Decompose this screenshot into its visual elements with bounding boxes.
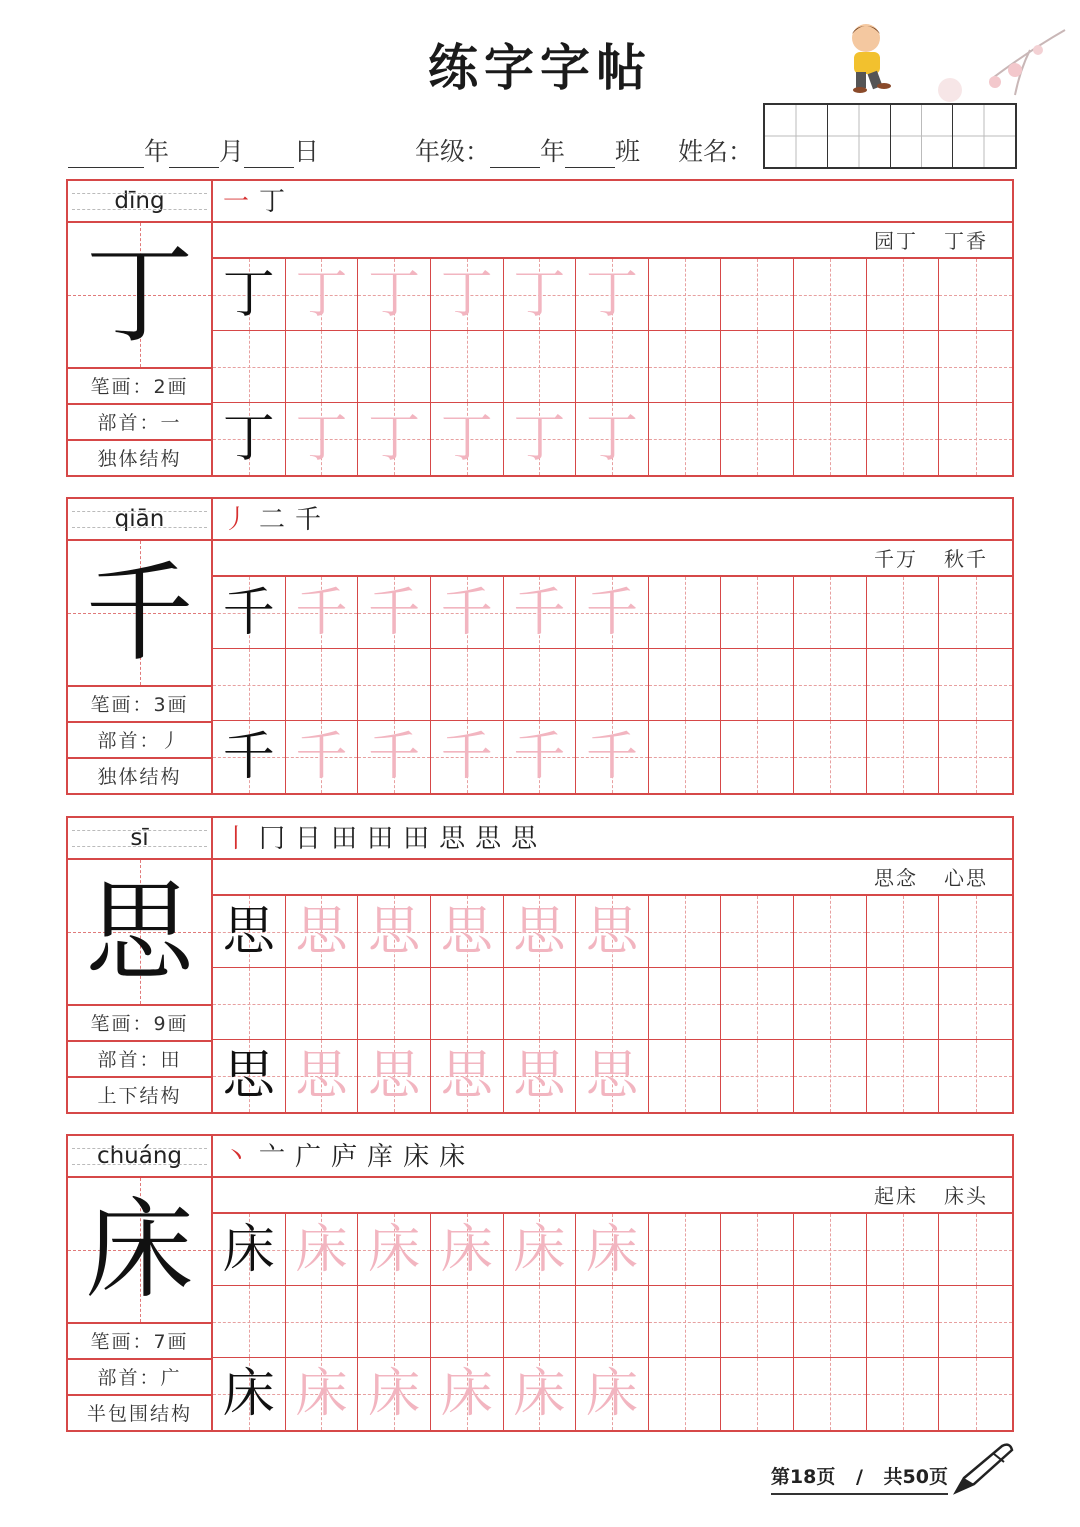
practice-cell[interactable] (794, 577, 867, 649)
example-words (213, 223, 1012, 259)
practice-cell[interactable] (504, 1358, 577, 1430)
practice-cell[interactable] (504, 577, 577, 649)
stroke-step: 床 (439, 1142, 476, 1172)
stroke-step: 田 (331, 824, 368, 854)
practice-cell[interactable] (721, 649, 794, 721)
radical: 部首：田 (68, 1042, 211, 1078)
trace-glyph: 千 (295, 583, 348, 643)
practice-cell[interactable] (431, 259, 504, 331)
trace-glyph: 丁 (440, 265, 493, 325)
practice-cell[interactable] (721, 1358, 794, 1430)
date-fields (68, 132, 319, 168)
practice-cell[interactable] (576, 331, 649, 403)
stroke-step: 庠 (367, 1142, 404, 1172)
practice-cell[interactable] (939, 259, 1012, 331)
practice-cell[interactable] (213, 968, 286, 1040)
stroke-step: 庐 (331, 1142, 368, 1172)
practice-cell[interactable] (213, 1214, 286, 1286)
practice-cell[interactable] (504, 1214, 577, 1286)
practice-cell[interactable] (794, 403, 867, 475)
practice-cell[interactable] (358, 403, 431, 475)
stroke-order (213, 499, 1012, 541)
practice-grid (213, 896, 1012, 1112)
practice-cell[interactable] (358, 896, 431, 968)
practice-cell[interactable] (286, 1040, 359, 1112)
grade-class-blank[interactable] (565, 143, 615, 168)
stroke-step: 思 (439, 824, 476, 854)
practice-cell[interactable] (939, 577, 1012, 649)
practice-cell[interactable] (431, 577, 504, 649)
trace-glyph: 千 (368, 727, 421, 787)
trace-glyph: 思 (440, 1046, 493, 1106)
practice-cell[interactable] (213, 649, 286, 721)
stroke-order (213, 818, 1012, 860)
practice-cell[interactable] (286, 1358, 359, 1430)
practice-cell[interactable] (794, 1286, 867, 1358)
trace-glyph: 千 (513, 727, 566, 787)
practice-cell[interactable] (721, 968, 794, 1040)
page-indicator (771, 1462, 948, 1495)
grade-fields (415, 132, 640, 168)
day-label: 日 (294, 137, 320, 166)
practice-cell[interactable] (867, 649, 940, 721)
practice-cell[interactable] (431, 1358, 504, 1430)
practice-cell[interactable] (576, 968, 649, 1040)
page-total: 共50页 (883, 1466, 948, 1488)
example-word: 床头 (944, 1184, 988, 1208)
practice-cell[interactable] (358, 1040, 431, 1112)
practice-cell[interactable] (213, 721, 286, 793)
example-word: 思念 (874, 866, 918, 890)
trace-glyph: 丁 (585, 265, 638, 325)
trace-glyph: 丁 (513, 409, 566, 469)
radical: 部首：广 (68, 1360, 211, 1396)
practice-cell[interactable] (721, 1040, 794, 1112)
practice-cell[interactable] (721, 403, 794, 475)
practice-cell[interactable] (721, 331, 794, 403)
practice-cell[interactable] (431, 721, 504, 793)
practice-cell[interactable] (431, 1040, 504, 1112)
practice-cell[interactable] (286, 649, 359, 721)
page-title: 练字字帖 (428, 39, 652, 97)
practice-grid (213, 1214, 1012, 1430)
stroke-step: 田 (367, 824, 404, 854)
practice-cell[interactable] (649, 577, 722, 649)
practice-cell[interactable] (721, 896, 794, 968)
practice-cell[interactable] (286, 403, 359, 475)
trace-glyph: 床 (440, 1364, 493, 1424)
stroke-step: 丿 (223, 505, 260, 535)
model-glyph: 丁 (222, 265, 275, 325)
trace-glyph: 床 (440, 1220, 493, 1280)
practice-cell[interactable] (213, 1286, 286, 1358)
practice-cell[interactable] (794, 896, 867, 968)
page-separator: / (855, 1466, 863, 1488)
practice-cell[interactable] (213, 577, 286, 649)
practice-cell[interactable] (213, 259, 286, 331)
structure: 上下结构 (97, 1085, 182, 1107)
practice-cell[interactable] (721, 1214, 794, 1286)
trace-glyph: 思 (440, 902, 493, 962)
practice-cell[interactable] (576, 1358, 649, 1430)
practice-cell[interactable] (504, 896, 577, 968)
practice-cell[interactable] (213, 331, 286, 403)
stroke-count: 笔画：7画 (68, 1324, 211, 1360)
practice-cell[interactable] (649, 331, 722, 403)
example-word: 心思 (944, 866, 988, 890)
model-character-cell (68, 1178, 211, 1324)
model-glyph: 千 (222, 727, 275, 787)
practice-cell[interactable] (576, 896, 649, 968)
practice-cell[interactable] (867, 1214, 940, 1286)
trace-glyph: 思 (585, 902, 638, 962)
practice-cell[interactable] (431, 331, 504, 403)
character-block (66, 497, 1014, 795)
model-character: 千 (85, 551, 194, 676)
trace-glyph: 床 (585, 1220, 638, 1280)
practice-cell[interactable] (576, 403, 649, 475)
pinyin: chuáng (68, 1136, 211, 1178)
trace-glyph: 丁 (440, 409, 493, 469)
year-blank[interactable] (68, 143, 144, 168)
practice-cell[interactable] (358, 968, 431, 1040)
practice-cell[interactable] (358, 577, 431, 649)
practice-cell[interactable] (213, 403, 286, 475)
month-label: 月 (219, 137, 245, 166)
practice-cell[interactable] (504, 968, 577, 1040)
practice-cell[interactable] (649, 1040, 722, 1112)
model-character-cell (68, 860, 211, 1006)
trace-glyph: 千 (368, 583, 421, 643)
character-info (68, 499, 213, 793)
pinyin: dīng (68, 181, 211, 223)
structure: 独体结构 (97, 766, 182, 788)
trace-glyph: 思 (295, 902, 348, 962)
practice-cell[interactable] (867, 1286, 940, 1358)
practice-cell[interactable] (576, 577, 649, 649)
structure: 半包围结构 (86, 1403, 192, 1425)
name-cell[interactable] (765, 105, 828, 167)
practice-cell[interactable] (504, 331, 577, 403)
stroke-step: 日 (295, 824, 332, 854)
practice-cell[interactable] (939, 721, 1012, 793)
practice-cell[interactable] (649, 649, 722, 721)
example-words (213, 860, 1012, 896)
model-glyph: 思 (222, 902, 275, 962)
practice-cell[interactable] (576, 1214, 649, 1286)
stroke-step: 思 (511, 824, 548, 854)
name-cell[interactable] (953, 105, 1015, 167)
practice-grid (213, 259, 1012, 475)
character-block (66, 179, 1014, 477)
practice-cell[interactable] (286, 577, 359, 649)
practice-cell[interactable] (939, 1358, 1012, 1430)
character-info (68, 1136, 213, 1430)
practice-cell[interactable] (649, 1286, 722, 1358)
pinyin: qiān (68, 499, 211, 541)
example-word: 秋千 (944, 547, 988, 571)
practice-cell[interactable] (286, 1214, 359, 1286)
example-word: 丁香 (944, 229, 988, 253)
practice-cell[interactable] (649, 403, 722, 475)
practice-cell[interactable] (794, 1040, 867, 1112)
trace-glyph: 丁 (585, 409, 638, 469)
trace-glyph: 千 (440, 583, 493, 643)
character-info (68, 181, 213, 475)
trace-glyph: 床 (368, 1364, 421, 1424)
character-block (66, 816, 1014, 1114)
grade-class-label: 班 (615, 137, 641, 166)
radical: 部首：丿 (68, 723, 211, 759)
grade-year-label: 年 (540, 137, 566, 166)
day-blank[interactable] (244, 143, 294, 168)
example-words (213, 541, 1012, 577)
practice-cell[interactable] (286, 721, 359, 793)
trace-glyph: 丁 (513, 265, 566, 325)
practice-cell[interactable] (939, 896, 1012, 968)
practice-cell[interactable] (504, 721, 577, 793)
trace-glyph: 床 (513, 1220, 566, 1280)
practice-cell[interactable] (576, 1040, 649, 1112)
practice-cell[interactable] (794, 259, 867, 331)
model-glyph: 丁 (222, 409, 275, 469)
character-block (66, 1134, 1014, 1432)
practice-cell[interactable] (504, 649, 577, 721)
trace-glyph: 床 (295, 1364, 348, 1424)
stroke-count: 笔画：2画 (68, 369, 211, 405)
practice-cell[interactable] (867, 259, 940, 331)
practice-cell[interactable] (939, 1286, 1012, 1358)
example-word: 起床 (874, 1184, 918, 1208)
example-word: 千万 (874, 547, 918, 571)
trace-glyph: 千 (585, 583, 638, 643)
model-glyph: 千 (222, 583, 275, 643)
stroke-step: 床 (403, 1142, 440, 1172)
year-label: 年 (144, 137, 170, 166)
practice-cell[interactable] (649, 896, 722, 968)
practice-cell[interactable] (867, 1358, 940, 1430)
practice-cell[interactable] (721, 1286, 794, 1358)
trace-glyph: 千 (513, 583, 566, 643)
practice-cell[interactable] (867, 968, 940, 1040)
practice-cell[interactable] (358, 331, 431, 403)
practice-cell[interactable] (649, 968, 722, 1040)
trace-glyph: 思 (585, 1046, 638, 1106)
practice-cell[interactable] (431, 1214, 504, 1286)
trace-glyph: 丁 (295, 409, 348, 469)
practice-cell[interactable] (939, 1214, 1012, 1286)
practice-cell[interactable] (576, 259, 649, 331)
practice-cell[interactable] (939, 968, 1012, 1040)
practice-cell[interactable] (213, 1040, 286, 1112)
pen-icon (950, 1442, 1016, 1498)
trace-glyph: 丁 (368, 409, 421, 469)
name-label: 姓名： (678, 137, 754, 166)
trace-glyph: 床 (585, 1364, 638, 1424)
radical: 部首：一 (68, 405, 211, 441)
stroke-order (213, 1136, 1012, 1178)
stroke-step: 田 (403, 824, 440, 854)
structure: 独体结构 (97, 448, 182, 470)
model-character-cell (68, 541, 211, 687)
practice-cell[interactable] (867, 896, 940, 968)
model-glyph: 床 (222, 1364, 275, 1424)
practice-cell[interactable] (867, 403, 940, 475)
practice-cell[interactable] (358, 649, 431, 721)
practice-grid (213, 577, 1012, 793)
practice-cell[interactable] (286, 896, 359, 968)
practice-cell[interactable] (794, 331, 867, 403)
character-info (68, 818, 213, 1112)
trace-glyph: 思 (295, 1046, 348, 1106)
stroke-step: 丶 (223, 1142, 260, 1172)
example-word: 园丁 (874, 229, 918, 253)
trace-glyph: 思 (513, 1046, 566, 1106)
trace-glyph: 床 (295, 1220, 348, 1280)
model-character: 床 (85, 1188, 194, 1313)
stroke-step: 丨 (223, 824, 260, 854)
practice-cell[interactable] (576, 1286, 649, 1358)
trace-glyph: 丁 (368, 265, 421, 325)
practice-cell[interactable] (649, 1358, 722, 1430)
trace-glyph: 思 (513, 902, 566, 962)
practice-cell[interactable] (867, 577, 940, 649)
practice-cell[interactable] (431, 968, 504, 1040)
practice-cell[interactable] (504, 259, 577, 331)
trace-glyph: 千 (585, 727, 638, 787)
practice-cell[interactable] (939, 331, 1012, 403)
model-character: 丁 (85, 233, 194, 358)
stroke-order (213, 181, 1012, 223)
practice-cell[interactable] (286, 968, 359, 1040)
trace-glyph: 床 (368, 1220, 421, 1280)
stroke-step: 千 (295, 505, 332, 535)
page-number: 第18页 (770, 1466, 836, 1488)
trace-glyph: 丁 (295, 265, 348, 325)
practice-cell[interactable] (504, 403, 577, 475)
model-character-cell (68, 223, 211, 369)
trace-glyph: 千 (295, 727, 348, 787)
grade-year-blank[interactable] (490, 143, 540, 168)
practice-cell[interactable] (504, 1286, 577, 1358)
stroke-step: 一 (223, 187, 260, 217)
model-character: 思 (85, 870, 194, 995)
month-blank[interactable] (169, 143, 219, 168)
practice-cell[interactable] (358, 721, 431, 793)
practice-cell[interactable] (358, 259, 431, 331)
name-cell[interactable] (891, 105, 954, 167)
practice-cell[interactable] (431, 403, 504, 475)
practice-cell[interactable] (939, 1040, 1012, 1112)
practice-cell[interactable] (794, 1358, 867, 1430)
practice-cell[interactable] (867, 721, 940, 793)
trace-glyph: 思 (368, 1046, 421, 1106)
practice-cell[interactable] (794, 968, 867, 1040)
stroke-step: 二 (259, 505, 296, 535)
name-cell[interactable] (828, 105, 891, 167)
trace-glyph: 千 (440, 727, 493, 787)
practice-cell[interactable] (867, 331, 940, 403)
stroke-count: 笔画：9画 (68, 1006, 211, 1042)
practice-cell[interactable] (286, 259, 359, 331)
practice-cell[interactable] (794, 721, 867, 793)
stroke-step: 冂 (259, 824, 296, 854)
example-words (213, 1178, 1012, 1214)
stroke-step: 丁 (259, 187, 296, 217)
grade-label: 年级： (415, 137, 491, 166)
name-box[interactable] (763, 103, 1017, 169)
practice-cell[interactable] (649, 259, 722, 331)
practice-cell[interactable] (358, 1358, 431, 1430)
practice-cell[interactable] (576, 721, 649, 793)
practice-cell[interactable] (213, 896, 286, 968)
practice-cell[interactable] (286, 331, 359, 403)
practice-cell[interactable] (794, 1214, 867, 1286)
stroke-count: 笔画：3画 (68, 687, 211, 723)
practice-cell[interactable] (431, 649, 504, 721)
practice-cell[interactable] (721, 259, 794, 331)
practice-cell[interactable] (286, 1286, 359, 1358)
practice-cell[interactable] (649, 721, 722, 793)
trace-glyph: 思 (368, 902, 421, 962)
practice-cell[interactable] (358, 1214, 431, 1286)
practice-cell[interactable] (576, 649, 649, 721)
practice-cell[interactable] (649, 1214, 722, 1286)
practice-cell[interactable] (794, 649, 867, 721)
pinyin: sī (68, 818, 211, 860)
model-glyph: 思 (222, 1046, 275, 1106)
practice-cell[interactable] (431, 896, 504, 968)
trace-glyph: 床 (513, 1364, 566, 1424)
practice-cell[interactable] (431, 1286, 504, 1358)
model-glyph: 床 (222, 1220, 275, 1280)
practice-cell[interactable] (504, 1040, 577, 1112)
practice-cell[interactable] (939, 403, 1012, 475)
practice-cell[interactable] (721, 721, 794, 793)
practice-cell[interactable] (939, 649, 1012, 721)
stroke-step: 亠 (259, 1142, 296, 1172)
practice-cell[interactable] (721, 577, 794, 649)
practice-cell[interactable] (358, 1286, 431, 1358)
practice-cell[interactable] (213, 1358, 286, 1430)
practice-cell[interactable] (867, 1040, 940, 1112)
stroke-step: 广 (295, 1142, 332, 1172)
stroke-step: 思 (475, 824, 512, 854)
